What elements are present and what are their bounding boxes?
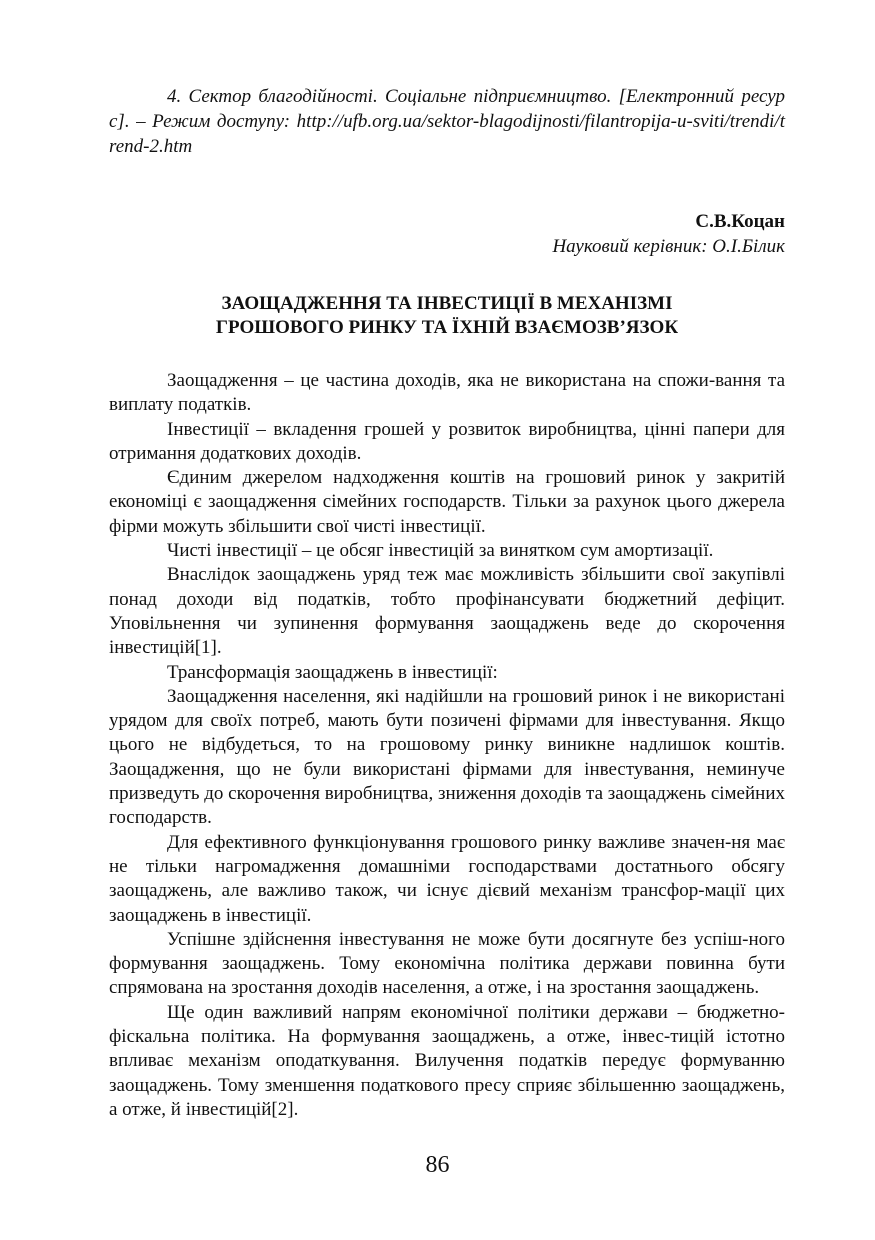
paragraph-6: Трансформація заощаджень в інвестиції:	[167, 661, 498, 683]
article-title-line-1: ЗАОЩАДЖЕННЯ ТА ІНВЕСТИЦІЇ В МЕХАНІЗМІ	[221, 293, 673, 314]
scientific-advisor: Науковий керівник: О.І.Білик	[552, 236, 785, 257]
paragraph-4: Чисті інвестиції – це обсяг інвестицій за винятком сум амортизації.	[167, 540, 714, 562]
author-block	[109, 209, 785, 259]
paragraph-3: Єдиним джерелом надходження коштів на грошовий ринок у закритій економіці є заощадження сімейних господарств. Тільки за рахунок цього джерела фірми можуть збільшити свої чисті інвестиції.	[109, 467, 785, 537]
paragraph-9: Успішне здійснення інвестування не може бути досягнуте без успіш-ного формування заощаджень. Тому економічна політика держави повинна бути спрямована на зростання доходів населення, а отже, і на зростання заощаджень.	[109, 928, 785, 999]
page-number: 86	[425, 1152, 450, 1178]
article-body	[109, 369, 785, 1122]
reference-item: 4. Сектор благодійності. Соціальне підприємництво. [Електронний ресурс]. – Режим доступу: http://ufb.org.ua/sektor-blagodijnosti/filantropija-u-sviti/trendi/trend-2.htm	[109, 86, 785, 157]
author-name: С.В.Коцан	[695, 211, 785, 232]
paragraph-7: Заощадження населення, які надійшли на грошовий ринок і не використані урядом для своїх потреб, мають бути позичені фірмами для інвестування. Якщо цього не відбудеться, то на грошовому ринку виникне надлишок коштів. Заощадження, що не були використані фірмами для інвестування, неминуче призведуть до скорочення виробництва, зниження доходів та заощаджень сімейних господарств.	[109, 685, 785, 829]
paragraph-8: Для ефективного функціонування грошового ринку важливе значен-ня має не тільки нагромадження домашніми господарствами достатнього обсягу заощаджень, але важливо також, чи існує дієвий механізм трансфор-мації цих заощаджень в інвестиції.	[109, 831, 785, 926]
document-page	[109, 84, 785, 1122]
paragraph-1: Заощадження – це частина доходів, яка не використана на спожи-вання та виплату податків.	[109, 370, 785, 416]
article-title	[109, 292, 785, 340]
paragraph-10: Ще один важливий напрям економічної політики держави – бюджетно-фіскальна політика. На формування заощаджень, а отже, інвес-тицій істотно впливає механізм оподаткування. Вилучення податків передує формуванню заощаджень. Тому зменшення податкового пресу сприяє збільшенню заощаджень, а отже, й інвестицій[2].	[109, 1001, 785, 1120]
paragraph-5: Внаслідок заощаджень уряд теж має можливість збільшити свої закупівлі понад доходи від податків, тобто профінансувати бюджетний дефіцит. Уповільнення чи зупинення формування заощаджень веде до скорочення інвестицій[1].	[109, 564, 785, 659]
article-title-line-2: ГРОШОВОГО РИНКУ ТА ЇХНІЙ ВЗАЄМОЗВ’ЯЗОК	[215, 317, 679, 338]
paragraph-2: Інвестиції – вкладення грошей у розвиток виробництва, цінні папери для отримання додаткових доходів.	[109, 418, 785, 464]
